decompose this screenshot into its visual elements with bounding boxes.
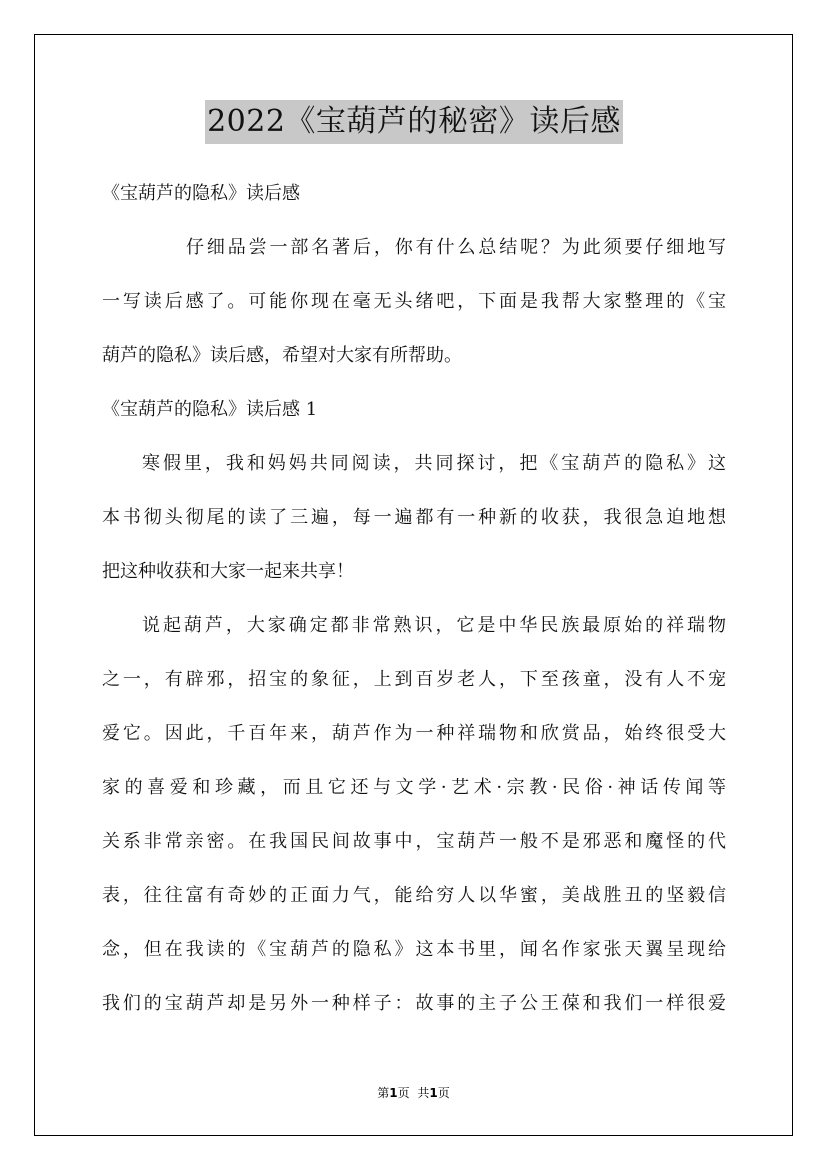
para2-line-3: 爱它。因此，千百年来，葫芦作为一种祥瑞物和欣赏品，始终很受大 — [102, 723, 726, 744]
para2-line-7: 念，但在我读的《宝葫芦的隐私》这本书里，闻名作家张天翼呈现给 — [102, 939, 726, 960]
para1-line-2: 本书彻头彻尾的读了三遍，每一遍都有一种新的收获，我很急迫地想 — [102, 507, 726, 528]
para2-line-6: 表，往往富有奇妙的正面力气，能给穷人以华蜜，美战胜丑的坚毅信 — [102, 885, 726, 906]
para2-line-1: 说起葫芦，大家确定都非常熟识，它是中华民族最原始的祥瑞物 — [142, 615, 726, 636]
subtitle: 《宝葫芦的隐私》读后感 — [102, 183, 300, 204]
footer-page-unit: 页 — [397, 1086, 410, 1100]
document-title: 2022《宝葫芦的秘密》读后感 — [205, 100, 623, 144]
page-footer — [0, 1084, 827, 1101]
footer-total-prefix: 共 — [417, 1086, 430, 1100]
section-heading: 《宝葫芦的隐私》读后感 1 — [102, 399, 318, 420]
intro-line-3: 葫芦的隐私》读后感，希望对大家有所帮助。 — [102, 345, 462, 366]
para2-line-2: 之一，有辟邪，招宝的象征，上到百岁老人，下至孩童，没有人不宠 — [102, 669, 726, 690]
para2-line-5: 关系非常亲密。在我国民间故事中，宝葫芦一般不是邪恶和魔怪的代 — [102, 831, 726, 852]
footer-prefix: 第 — [377, 1086, 390, 1100]
para2-line-8: 我们的宝葫芦却是另外一种样子：故事的主子公王葆和我们一样很爱 — [102, 993, 726, 1014]
para2-line-4: 家的喜爱和珍藏，而且它还与文学·艺术·宗教·民俗·神话传闻等 — [102, 777, 726, 798]
intro-line-1: 仔细品尝一部名著后，你有什么总结呢？为此须要仔细地写 — [186, 237, 726, 258]
para1-line-3: 把这种收获和大家一起来共享！ — [102, 561, 354, 582]
footer-total-unit: 页 — [437, 1086, 450, 1100]
intro-line-2: 一写读后感了。可能你现在毫无头绪吧，下面是我帮大家整理的《宝 — [102, 291, 726, 312]
footer-total-pages: 1 — [429, 1086, 438, 1100]
footer-page-number: 1 — [389, 1086, 398, 1100]
title-wrap — [102, 100, 726, 144]
para1-line-1: 寒假里，我和妈妈共同阅读，共同探讨，把《宝葫芦的隐私》这 — [142, 453, 726, 474]
